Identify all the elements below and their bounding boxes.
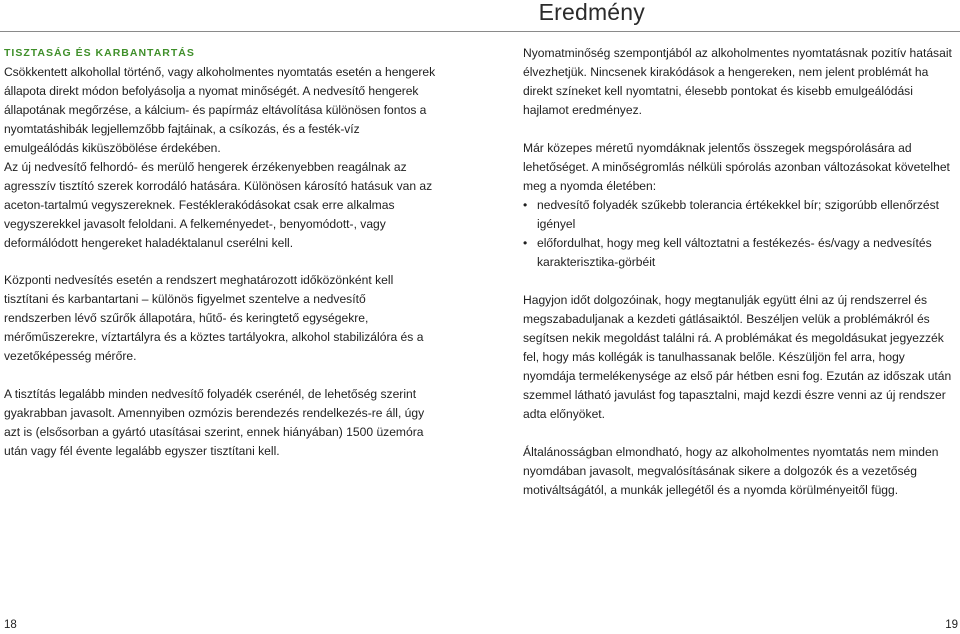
- intro-paragraph: Csökkentett alkohollal történő, vagy alkoholmentes nyomtatás esetén a hengerek állapota direkt módon befolyásolja a nyomat minőségét. A nedvesítő hengerek állapotának megőrzése, a kálcium- és papírmáz eltávolítása különösen fontos a nyomtatáshibák legjellemzőbb fajtáinak, a csíkozás, és a festék-víz emulgeálódás kiküszöbölése érdekében.: [4, 65, 436, 155]
- right-paragraph-1: Nyomatminőség szempontjából az alkoholmentes nyomtatásnak pozitív hatásait élvezhetjük. Nincsenek kirakódások a hengereken, nem jelent problémát ha direkt színeket kell nyomtatni, élesebb pontokat és kisebb emulgeálódási hajlamot eredményez.: [523, 46, 952, 117]
- left-paragraph-2: Központi nedvesítés esetén a rendszert meghatározott időközönként kell tisztítani és karbantartani – különös figyelmet szentelve a nedvesítő rendszerben lévő szűrők állapotára, hűtő- és keringtető egységekre, mérőműszerekre, víztartályra és a köztes tartályokra, alkohol stabilizálóra és a vezetőképesség mérőre.: [4, 273, 424, 363]
- bullet-item: • nedvesítő folyadék szűkebb tolerancia értékekkel bír; szigorúbb ellenőrzést igényel: [523, 196, 956, 234]
- page-header: [0, 0, 960, 31]
- right-paragraph-3: Hagyjon időt dolgozóinak, hogy megtanulják együtt élni az új rendszerrel és megszabaduljanak a kezdeti gátlásaiktól. Beszéljen velük a problémákról és segítsen nekik megoldást találni rá. A problémákat és megoldásukat jegyezzék fel, hogy más kollégák is tanulhassanak belőle. Készüljön fel arra, hogy nyomdája termelékenysége az első pár hétben esni fog. Ezután az időszak után szemmel látható javulást fog tapasztalni, majd kezdi észre venni az új rendszer adta előnyöket.: [523, 293, 952, 421]
- left-paragraph-1: Az új nedvesítő felhordó- és merülő hengerek érzékenyebben reagálnak az agresszív tisztító szerek korrodáló hatására. Különösen károsító hatásuk van az aceton-tartalmú vegyszereknek. Festéklerakódásokat csak erre alkalmas vegyszerekkel javasolt feloldani. A felkeményedet-, benyomódott-, vagy deformálódott hengereket haladéktalanul cserélni kell.: [4, 160, 433, 250]
- bullet-item: • előfordulhat, hogy meg kell változtatni a festékezés- és/vagy a nedvesítés karakterisztika-görbéit: [523, 234, 956, 272]
- section-heading: TISZTASÁG ÉS KARBANTARTÁS: [4, 47, 195, 59]
- page-title: Eredmény: [538, 0, 645, 25]
- right-paragraph-4: Általánosságban elmondható, hogy az alkoholmentes nyomtatás nem minden nyomdában javasolt, megvalósításának sikere a dolgozók és a vezetőség motiváltságától, a munkák jellegétől és a nyomda körülményeitől függ.: [523, 445, 939, 497]
- page-number-right: 19: [945, 619, 958, 631]
- header-divider: [0, 31, 960, 32]
- left-column: [4, 44, 436, 480]
- bullet-list: [523, 196, 956, 272]
- page-number-left: 18: [4, 619, 17, 631]
- right-paragraph-2: Már közepes méretű nyomdáknak jelentős összegek megspórolására ad lehetőséget. A minőségromlás nélküli spórolás azonban változásokat követelhet meg a nyomda életében:: [523, 141, 950, 193]
- right-column: [523, 44, 956, 519]
- left-paragraph-3: A tisztítás legalább minden nedvesítő folyadék cserénél, de lehetőség szerint gyakrabban javasolt. Amennyiben ozmózis berendezés rendelkezés-re áll, úgy azt is (elsősorban a gyártó utasításai szerint, ennek hiányában) 1500 üzemóra után vagy fél évente legalább egyszer tisztítani kell.: [4, 387, 425, 458]
